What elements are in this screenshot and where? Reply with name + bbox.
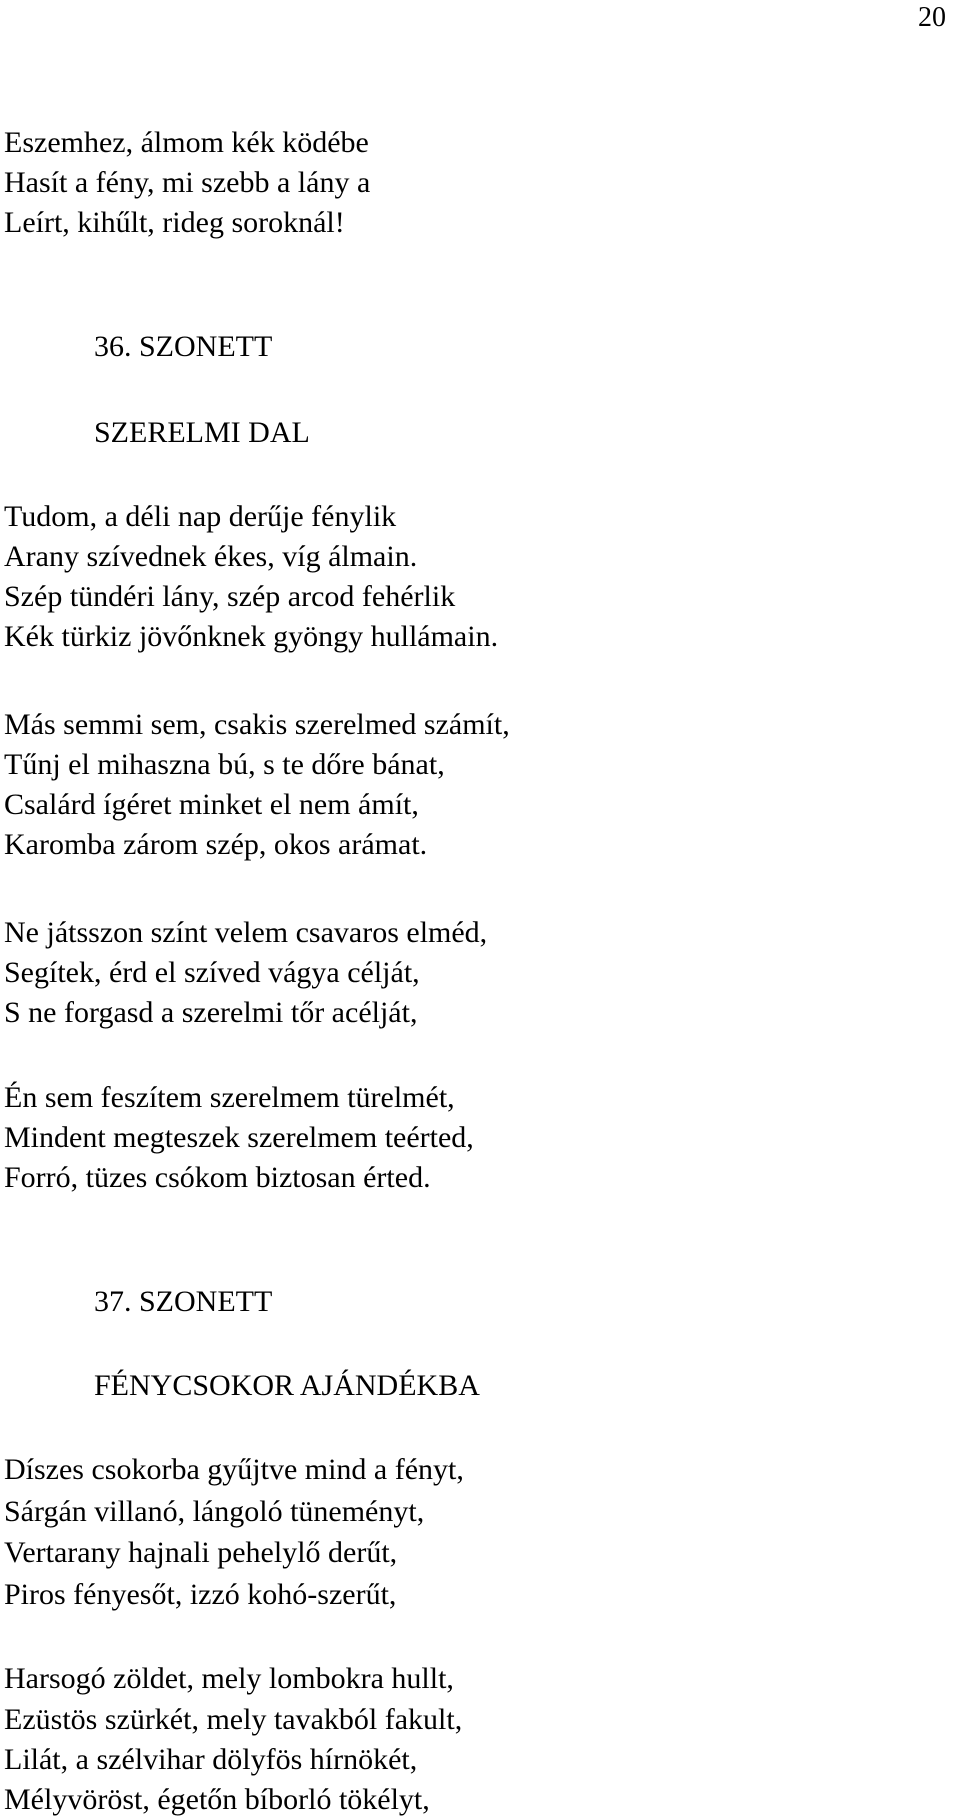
- poem-line: Más semmi sem, csakis szerelmed számít,: [4, 708, 510, 741]
- poem-line: Forró, tüzes csókom biztosan érted.: [4, 1161, 431, 1194]
- poem-line: Mindent megteszek szerelmem teérted,: [4, 1121, 474, 1154]
- sonnet-title: FÉNYCSOKOR AJÁNDÉKBA: [94, 1369, 480, 1402]
- poem-line: Leírt, kihűlt, rideg soroknál!: [4, 206, 345, 239]
- sonnet-title: SZERELMI DAL: [94, 416, 310, 449]
- poem-line: Díszes csokorba gyűjtve mind a fényt,: [4, 1453, 464, 1486]
- sonnet-number: 37. SZONETT: [94, 1285, 273, 1318]
- poem-line: Ezüstös szürkét, mely tavakból fakult,: [4, 1703, 463, 1736]
- poem-line: Lilát, a szélvihar dölyfös hírnökét,: [4, 1743, 418, 1776]
- poem-line: Én sem feszítem szerelmem türelmét,: [4, 1081, 455, 1114]
- poem-line: Tudom, a déli nap derűje fénylik: [4, 500, 397, 533]
- poem-line: Sárgán villanó, lángoló tüneményt,: [4, 1495, 425, 1528]
- poem-line: Segítek, érd el szíved vágya célját,: [4, 956, 420, 989]
- poem-line: Piros fényesőt, izzó kohó-szerűt,: [4, 1578, 397, 1611]
- poem-line: Harsogó zöldet, mely lombokra hullt,: [4, 1662, 454, 1695]
- page-number: 20: [918, 2, 946, 33]
- sonnet-number: 36. SZONETT: [94, 330, 273, 363]
- poem-line: Hasít a fény, mi szebb a lány a: [4, 166, 371, 199]
- poem-line: Szép tündéri lány, szép arcod fehérlik: [4, 580, 456, 613]
- poem-line: Vertarany hajnali pehelylő derűt,: [4, 1536, 398, 1569]
- poem-line: Arany szívednek ékes, víg álmain.: [4, 540, 418, 573]
- poem-line: Tűnj el mihaszna bú, s te dőre bánat,: [4, 748, 445, 781]
- poem-line: Eszemhez, álmom kék ködébe: [4, 126, 369, 159]
- poem-line: Karomba zárom szép, okos arámat.: [4, 828, 428, 861]
- poem-line: Csalárd ígéret minket el nem ámít,: [4, 788, 419, 821]
- poem-line: Mélyvöröst, égetőn bíborló tökélyt,: [4, 1783, 430, 1816]
- poem-line: Ne játsszon színt velem csavaros elméd,: [4, 916, 488, 949]
- poem-line: S ne forgasd a szerelmi tőr acélját,: [4, 996, 418, 1029]
- poem-line: Kék türkiz jövőnknek gyöngy hullámain.: [4, 620, 499, 653]
